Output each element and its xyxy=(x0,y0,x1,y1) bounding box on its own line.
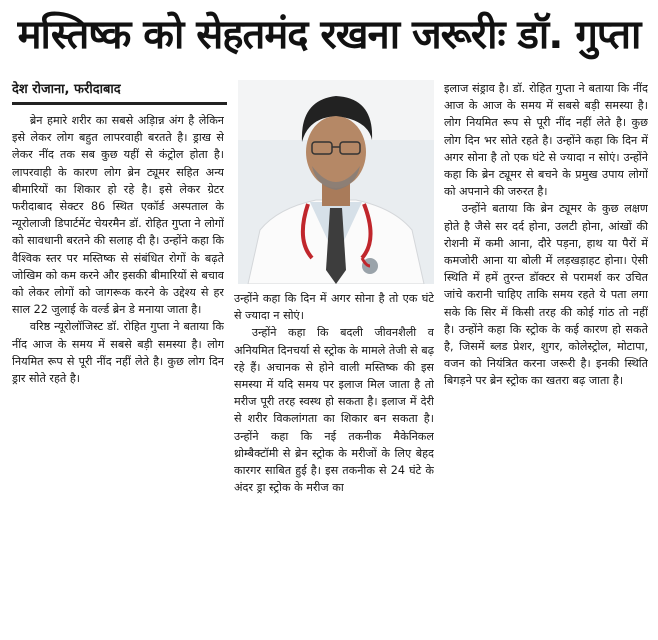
paragraph: इलाज संड्राव है। डॉ. रोहित गुप्ता ने बताया कि नींद आज के आज के समय में सबसे बड़ी समस्या है। लोग नियमित रूप से पूरी नींद नहीं लेते है। कुछ लोग दिन भर सोते रहते है। उन्होंने कहा कि दिन में अगर सोना है तो एक घंटे से ज्यादा न सोएं। उन्होंने कहा कि ब्रेन ट्यूमर से बचने के प्रमुख उपाय लोगों को अपनाने की जरुरत है। xyxy=(444,82,648,199)
article-column-1 xyxy=(12,112,224,636)
paragraph: उन्होंने कहा कि दिन में अगर सोना है तो एक घंटे से ज्यादा न सोएं। xyxy=(234,292,434,323)
paragraph: वरिष्ठ न्यूरोलॉजिस्ट डॉ. रोहित गुप्ता ने बताया कि नींद आज के समय में सबसे बड़ी समस्या है। लोग नियमित रूप से पूरी नींद नहीं लेते है। कुछ लोग दिन ड्रार सोते रहते है। xyxy=(12,320,224,386)
doctor-photo xyxy=(238,80,434,284)
paragraph: ब्रेन हमारे शरीर का सबसे अड़िान्न अंग है लेकिन इसे लेकर लोग बहुत लापरवाही बरतते है। ड्राख से लेकर नींद तक सब कुछ यहीं से कंट्रोल होता है। लापरवाही के कारण लोग ब्रेन ट्यूमर सहित अन्य बीमारियों का शिकार हो रहे है। इसे लेकर ग्रेटर फरीदाबाद सेक्टर 86 स्थित एकॉर्ड अस्पताल के न्यूरोलाजी डिपार्टमेंट चेयरमैन डॉ. रोहित गुप्ता ने लोगों को सावधानी बरतने की सलाह दी है। उन्होंने कहा कि वैश्विक स्तर पर मस्तिष्क से संबंधित रोगों के बढ़ते जोखिम को कम करने और इसकी बीमारियों से बचाव को लेकर लोगों को जागरूक करने के उद्देश्य से हर साल 22 जुलाई के वर्ल्ड ब्रेन डे मनाया जाता है। xyxy=(12,114,224,317)
dateline: देश रोजाना, फरीदाबाद xyxy=(12,80,227,105)
headline: मस्तिष्क को सेहतमंद रखना जरूरीः डॉ. गुप्ता xyxy=(17,12,641,58)
article-column-3 xyxy=(444,80,648,636)
paragraph: उन्होंने कहा कि बदली जीवनशैली व अनियमित दिनचर्या से स्ट्रोक के मामले तेजी से बढ़ रहे हैं। अचानक से होने वाली मस्तिष्क की इस समस्या में यदि समय पर इलाज मिल जाता है तो मरीज पूरी तरह स्वस्थ हो सकता है। इलाज में देरी से शरीर विकलांगता का शिकार बन सकता है। उन्होंने कहा कि नई तकनीक मैकेनिकल थ्रोम्बैक्टॉमी से ब्रेन स्ट्रोक के मरीजों के लिए बेहद कारगर साबित हुई है। इस तकनीक से 24 घंटे के अंदर ड्रा स्ट्रोक के मरीज का xyxy=(234,326,434,495)
article-column-2 xyxy=(234,290,434,636)
paragraph: उन्होंने बताया कि ब्रेन ट्यूमर के कुछ लक्षण होते है जैसे सर दर्द होना, उलटी होना, आंखों की रोशनी में कमी आना, दौरे पड़ना, हाथ या पैरों में कमजोरी आना या बोली में लड़खड़ाहट होना। ऐसी स्थिति में हमें तुरन्त डॉक्टर से परामर्श कर उचित जांचे करानी चाहिए ताकि समय रहते ये पता लगा सके कि सिर में किसी तरह की कोई गांठ तो नहीं है। उन्होंने कहा कि स्ट्रोक के कई कारण हो सकते है, जिसमें ब्लड प्रेशर, शुगर, कोलेस्ट्रोल, मोटापा, वजन को नियंत्रित करना जरूरी है। इनकी स्थिति बिगड़ने पर ब्रेन स्ट्रोक का खतरा बढ़ जाता है। xyxy=(444,202,648,388)
doctor-portrait-icon xyxy=(238,80,434,284)
